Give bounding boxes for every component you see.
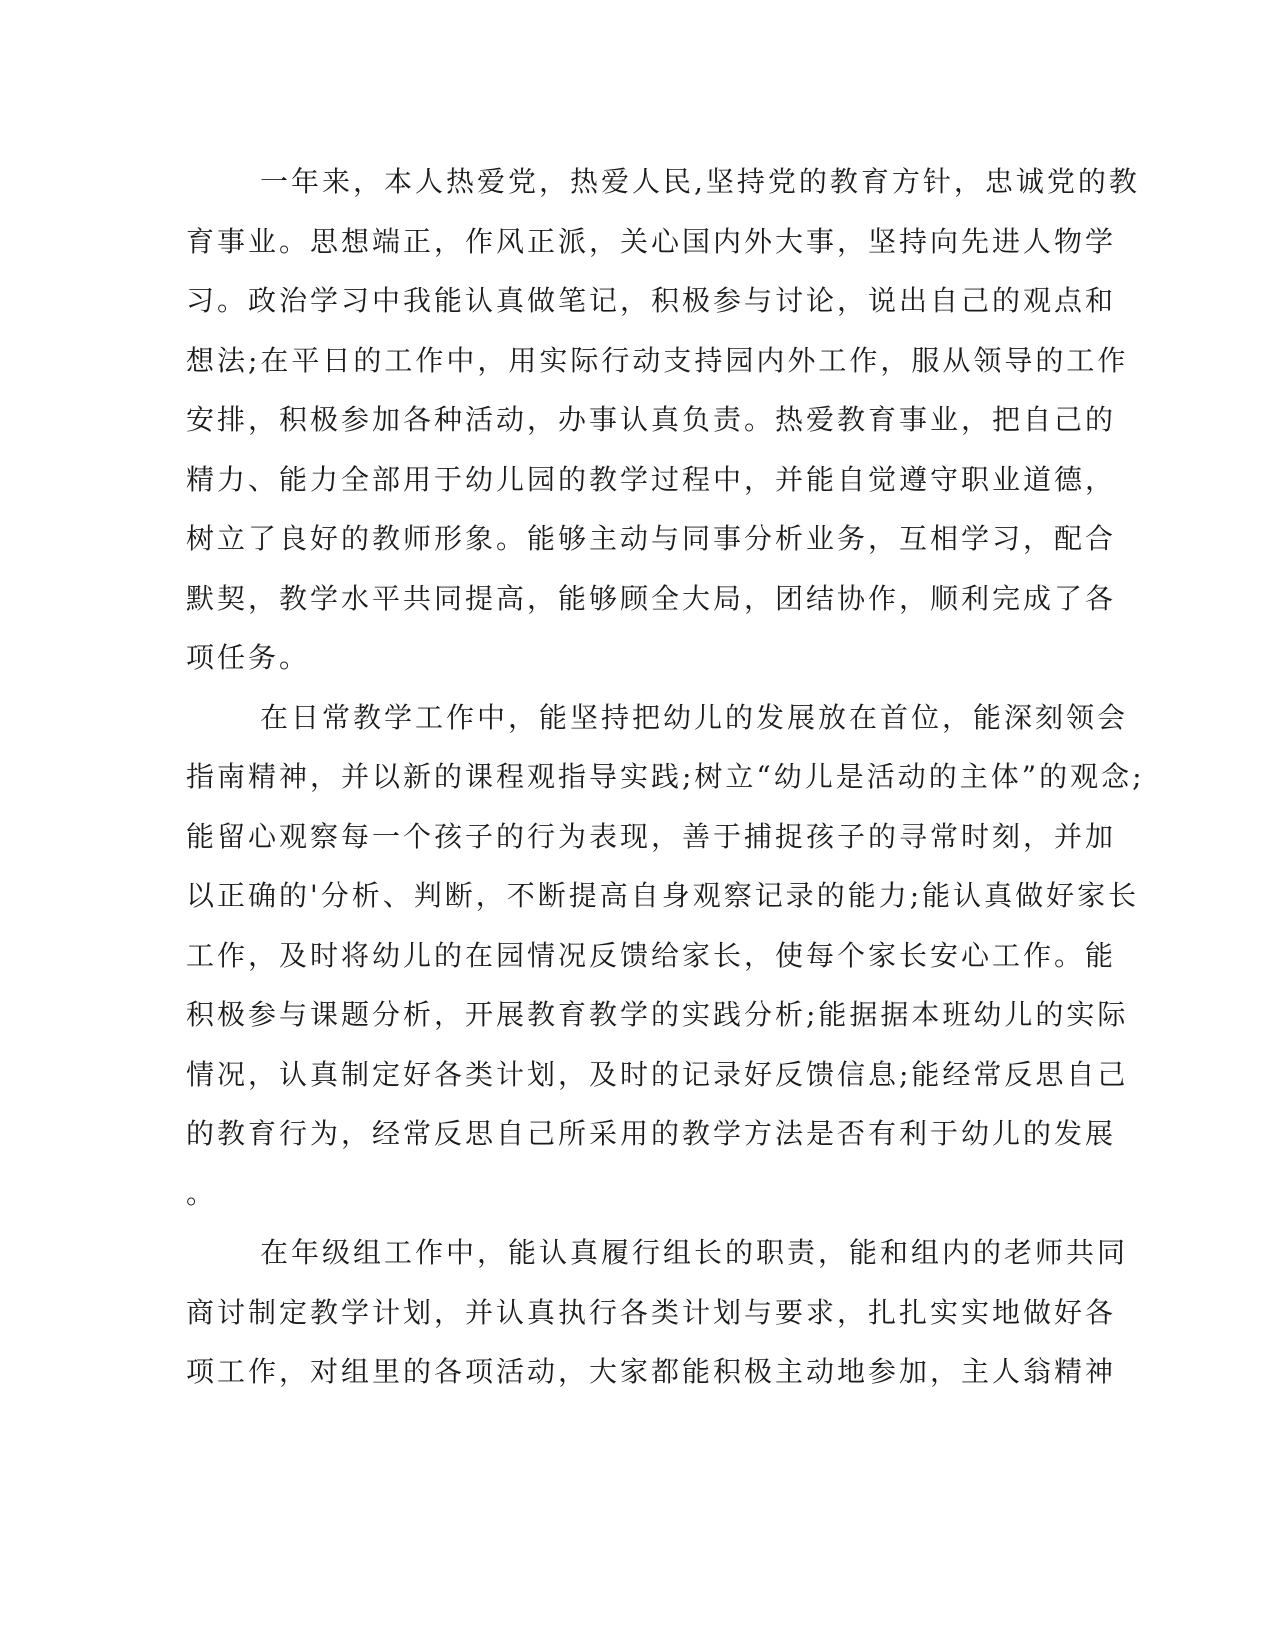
- paragraph-3-line-3: 项工作，对组里的各项活动，大家都能积极主动地参加，主人翁精神: [186, 1355, 1117, 1388]
- paragraph-1-line-7: 树立了良好的教师形象。能够主动与同事分析业务，互相学习，配合: [186, 522, 1117, 555]
- paragraph-2-line-7: 情况，认真制定好各类计划，及时的记录好反馈信息;能经常反思自己: [186, 1057, 1129, 1091]
- paragraph-2-line-5: 工作，及时将幼儿的在园情况反馈给家长，使每个家长安心工作。能: [186, 938, 1117, 972]
- paragraph-1-line-9: 项任务。: [186, 641, 311, 674]
- paragraph-1-line-1: 一年来，本人热爱党，热爱人民,坚持党的教育方针，忠诚党的教: [260, 165, 1140, 198]
- document-body: [186, 152, 1145, 1402]
- paragraph-3-line-1: 在年级组工作中，能认真履行组长的职责，能和组内的老师共同: [260, 1236, 1129, 1269]
- paragraph-3-line-2: 商讨制定教学计划，并认真执行各类计划与要求，扎扎实实地做好各: [186, 1295, 1117, 1329]
- paragraph-2-line-6: 积极参与课题分析，开展教育教学的实践分析;能据据本班幼儿的实际: [186, 998, 1129, 1031]
- paragraph-2-line-4: 以正确的'分析、判断，不断提高自身观察记录的能力;能认真做好家长: [186, 879, 1140, 912]
- paragraph-2-line-8: 的教育行为，经常反思自己所采用的教学方法是否有利于幼儿的发展: [186, 1117, 1117, 1150]
- paragraph-2-line-3: 能留心观察每一个孩子的行为表现，善于捕捉孩子的寻常时刻，并加: [186, 819, 1117, 853]
- paragraph-2-line-9: 。: [186, 1176, 218, 1210]
- paragraph-1-line-4: 想法;在平日的工作中，用实际行动支持园内外工作，服从领导的工作: [186, 343, 1129, 377]
- paragraph-1-line-6: 精力、能力全部用于幼儿园的教学过程中，并能自觉遵守职业道德，: [186, 462, 1117, 496]
- paragraph-2-line-1: 在日常教学工作中，能坚持把幼儿的发展放在首位，能深刻领会: [260, 700, 1129, 734]
- paragraph-2-line-2: 指南精神，并以新的课程观指导实践;树立“幼儿是活动的主体”的观念;: [186, 760, 1145, 793]
- paragraph-1-line-5: 安排，积极参加各种活动，办事认真负责。热爱教育事业，把自己的: [186, 403, 1117, 436]
- paragraph-1-line-8: 默契，教学水平共同提高，能够顾全大局，团结协作，顺利完成了各: [186, 581, 1117, 615]
- paragraph-1-line-2: 育事业。思想端正，作风正派，关心国内外大事，坚持向先进人物学: [186, 224, 1117, 258]
- paragraph-1-line-3: 习。政治学习中我能认真做笔记，积极参与讨论，说出自己的观点和: [186, 284, 1117, 317]
